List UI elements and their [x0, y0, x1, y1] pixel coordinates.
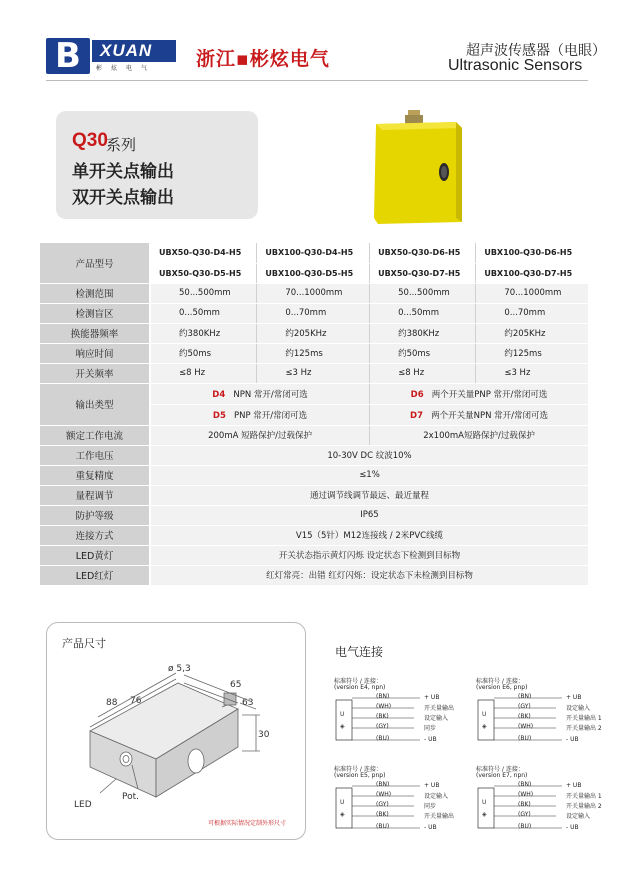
wiring-std: 标准符号 / 连接：: [334, 766, 382, 773]
row-label: 重复精度: [40, 465, 150, 485]
row-label: 防护等级: [40, 505, 150, 525]
model-cell: UBX50-Q30-D6-H5: [370, 243, 476, 263]
wire-label: 开关量输出 1: [566, 715, 602, 722]
table-cell: ≤3 Hz: [476, 363, 588, 383]
row-label: 检测范围: [40, 283, 150, 303]
svg-text:◈: ◈: [340, 811, 345, 818]
wire-code: (BN): [376, 781, 390, 788]
wire-code: (BU): [518, 735, 532, 742]
table-cell: 约205KHz: [476, 323, 588, 343]
wire-label: 开关量输出: [424, 813, 455, 820]
company-logo: [46, 38, 176, 74]
header-divider: [46, 80, 588, 81]
logo-word: XUAN: [92, 40, 176, 62]
table-row: [40, 545, 588, 565]
table-cell: ≤3 Hz: [257, 363, 370, 383]
wiring-diagram-e6: [476, 676, 606, 748]
model-cell: UBX100-Q30-D4-H5: [257, 243, 370, 263]
model-cell: UBX50-Q30-D7-H5: [370, 263, 476, 283]
wire-code: (BN): [518, 781, 532, 788]
output-code: D5: [212, 410, 226, 421]
svg-text:U: U: [340, 711, 345, 718]
dim-65: 65: [230, 680, 242, 690]
table-row: [40, 243, 588, 263]
row-label: 检测盲区: [40, 303, 150, 323]
wire-code: (WH): [376, 791, 392, 798]
wire-label: - UB: [424, 736, 437, 743]
wire-code: (BK): [376, 713, 389, 720]
wiring-version: (version E5, pnp): [334, 772, 386, 779]
table-cell: 约50ms: [370, 343, 476, 363]
wire-code: (BN): [518, 693, 532, 700]
wiring-diagram-e4: [334, 676, 464, 748]
wire-label: 同步: [424, 803, 437, 810]
table-cell: 50...500mm: [150, 283, 257, 303]
row-label: LED红灯: [40, 565, 150, 585]
table-cell: 约205KHz: [257, 323, 370, 343]
svg-text:◈: ◈: [482, 723, 487, 730]
title-line-1: 单开关点输出: [72, 162, 174, 182]
table-cell: 0...50mm: [370, 303, 476, 323]
table-cell: 70...1000mm: [476, 283, 588, 303]
wiring-std: 标准符号 / 连接：: [476, 766, 524, 773]
output-d7: [370, 404, 588, 425]
table-cell: IP65: [150, 505, 588, 525]
table-cell: 红灯常亮：出错 红灯闪烁：设定状态下未检测到目标物: [150, 565, 588, 585]
wiring-std: 标准符号 / 连接：: [476, 678, 524, 685]
company-name: 浙江▪彬炫电气: [196, 48, 330, 70]
table-row: [40, 283, 588, 303]
svg-text:U: U: [340, 799, 345, 806]
model-cell: UBX100-Q30-D7-H5: [476, 263, 588, 283]
row-label: 额定工作电流: [40, 425, 150, 445]
table-cell: 0...70mm: [476, 303, 588, 323]
wire-label: - UB: [424, 824, 437, 831]
table-cell: V15（5针）M12连接线 / 2米PVC线缆: [150, 525, 588, 545]
category-en: Ultrasonic Sensors: [448, 57, 583, 74]
table-cell: ≤1%: [150, 465, 588, 485]
spec-table: [40, 243, 588, 586]
wire-label: 设定输入: [566, 813, 591, 820]
wiring-version: (version E6, pnp): [476, 684, 528, 691]
output-desc: NPN 常开/常闭可选: [233, 389, 308, 400]
row-label: 换能器频率: [40, 323, 150, 343]
dim-63: 63: [242, 698, 254, 708]
table-row: [40, 303, 588, 323]
logo-mark: B: [46, 38, 90, 74]
wire-label: - UB: [566, 824, 579, 831]
output-d5: [150, 404, 370, 425]
wire-code: (BK): [518, 713, 531, 720]
wire-code: (WH): [376, 703, 392, 710]
row-label: 响应时间: [40, 343, 150, 363]
output-d4: [150, 383, 370, 404]
row-label: 输出类型: [40, 383, 150, 425]
wire-label: 开关量输出 2: [566, 803, 602, 810]
wire-code: (WH): [518, 723, 534, 730]
table-cell: 开关状态指示黄灯闪烁 设定状态下检测到目标物: [150, 545, 588, 565]
wire-label: 开关量输出 1: [566, 793, 602, 800]
table-row: [40, 445, 588, 465]
wire-label: - UB: [566, 736, 579, 743]
wire-code: (BU): [376, 735, 390, 742]
dim-hole: ø 5,3: [168, 664, 191, 674]
row-label: 连接方式: [40, 525, 150, 545]
wire-label: 设定输入: [424, 715, 449, 722]
wire-code: (BN): [376, 693, 390, 700]
dimensions-note: 可根据实际情况定制外形尺寸: [208, 820, 287, 827]
table-cell: 70...1000mm: [257, 283, 370, 303]
wire-label: 开关量输出 2: [566, 725, 602, 732]
table-cell: ≤8 Hz: [370, 363, 476, 383]
table-cell: 200mA 短路保护/过载保护: [150, 425, 370, 445]
table-row: [40, 505, 588, 525]
output-code: D6: [410, 389, 424, 400]
output-code: D7: [410, 410, 424, 421]
row-label: 工作电压: [40, 445, 150, 465]
table-row: [40, 425, 588, 445]
wire-code: (GY): [376, 801, 389, 808]
table-cell: 约380KHz: [370, 323, 476, 343]
wire-code: (BU): [376, 823, 390, 830]
wire-code: (WH): [518, 791, 534, 798]
table-row: [40, 525, 588, 545]
title-line-2: 双开关点输出: [72, 188, 174, 208]
wiring-version: (version E4, npn): [334, 684, 386, 691]
wiring-diagram-e7: [476, 764, 606, 836]
table-row: [40, 363, 588, 383]
pot-label: Pot.: [122, 792, 140, 802]
row-label: LED黄灯: [40, 545, 150, 565]
table-cell: 约125ms: [476, 343, 588, 363]
svg-text:◈: ◈: [340, 723, 345, 730]
table-row: [40, 343, 588, 363]
table-cell: 10-30V DC 纹波10%: [150, 445, 588, 465]
wire-code: (GY): [518, 703, 531, 710]
table-cell: ≤8 Hz: [150, 363, 257, 383]
row-label: 产品型号: [40, 243, 150, 283]
model-cell: UBX50-Q30-D4-H5: [150, 243, 257, 263]
row-label: 量程调节: [40, 485, 150, 505]
product-model: Q30: [72, 130, 108, 151]
output-d6: [370, 383, 588, 404]
wire-label: + UB: [424, 694, 440, 701]
table-row: [40, 383, 588, 404]
wire-label: 开关量输出: [424, 705, 455, 712]
model-cell: UBX50-Q30-D5-H5: [150, 263, 257, 283]
wire-code: (BU): [518, 823, 532, 830]
model-cell: UBX100-Q30-D6-H5: [476, 243, 588, 263]
wire-label: 设定输入: [424, 793, 449, 800]
table-cell: 约380KHz: [150, 323, 257, 343]
output-code: D4: [212, 389, 226, 400]
led-label: LED: [74, 800, 92, 810]
product-photo: [372, 110, 462, 224]
svg-text:U: U: [482, 799, 487, 806]
svg-text:U: U: [482, 711, 487, 718]
wire-code: (GY): [376, 723, 389, 730]
output-desc: PNP 常开/常闭可选: [233, 410, 308, 421]
wire-label: + UB: [566, 782, 582, 789]
output-desc: 两个开关量NPN 常开/常闭可选: [431, 410, 549, 421]
wire-label: 同步: [424, 725, 437, 732]
output-desc: 两个开关量PNP 常开/常闭可选: [431, 389, 548, 400]
dim-30: 30: [258, 730, 270, 740]
wiring-schematic: [334, 780, 464, 836]
table-row: [40, 323, 588, 343]
wire-label: 设定输入: [566, 705, 591, 712]
table-cell: 约50ms: [150, 343, 257, 363]
table-cell: 50...500mm: [370, 283, 476, 303]
wire-label: + UB: [424, 782, 440, 789]
table-cell: 0...70mm: [257, 303, 370, 323]
wire-code: (BK): [518, 801, 531, 808]
table-row: [40, 565, 588, 585]
category-cn: 超声波传感器（电眼）: [466, 43, 606, 59]
svg-text:◈: ◈: [482, 811, 487, 818]
table-cell: 约125ms: [257, 343, 370, 363]
dim-76: 76: [130, 696, 142, 706]
dimension-drawing: [60, 655, 296, 815]
wire-code: (GY): [518, 811, 531, 818]
table-row: [40, 465, 588, 485]
electrical-title: 电气连接: [335, 645, 384, 659]
logo-subtitle: 彬炫电气: [96, 65, 157, 72]
wire-code: (BK): [376, 811, 389, 818]
product-series: 系列: [106, 136, 137, 154]
table-cell: 0...50mm: [150, 303, 257, 323]
wiring-version: (version E7, npn): [476, 772, 528, 779]
table-row: [40, 485, 588, 505]
row-label: 开关频率: [40, 363, 150, 383]
wiring-std: 标准符号 / 连接：: [334, 678, 382, 685]
dim-88: 88: [106, 698, 118, 708]
wiring-diagram-e5: [334, 764, 464, 836]
table-cell: 2x100mA短路保护/过载保护: [370, 425, 588, 445]
wire-label: + UB: [566, 694, 582, 701]
model-cell: UBX100-Q30-D5-H5: [257, 263, 370, 283]
dimensions-title: 产品尺寸: [62, 637, 106, 650]
table-cell: 通过调节线调节最远、最近量程: [150, 485, 588, 505]
